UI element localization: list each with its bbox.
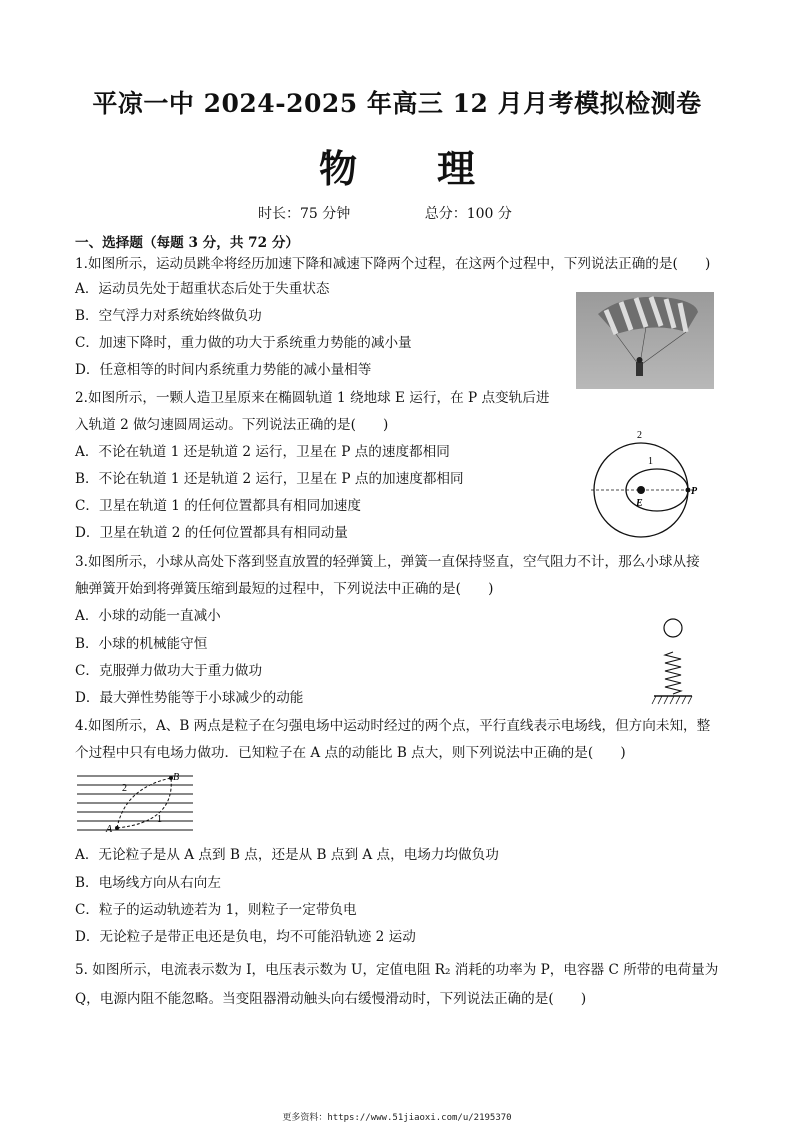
orbit-2-label: 2 — [637, 430, 642, 441]
q2-option-b: B．不论在轨道 1 还是轨道 2 运行，卫星在 P 点的加速度都相同 — [75, 471, 464, 487]
field-lines-diagram — [75, 770, 195, 836]
point-a — [115, 826, 119, 830]
q1-option-b: B．空气浮力对系统始终做负功 — [75, 308, 262, 324]
spring — [665, 652, 681, 694]
q5-stem-line2: Q，电源内阻不能忽略。当变阻器滑动触头向右缓慢滑动时，下列说法正确的是( ) — [75, 991, 587, 1007]
q1-option-c: C．加速下降时，重力做的功大于系统重力势能的减小量 — [75, 335, 412, 351]
q1-stem: 1.如图所示，运动员跳伞将经历加速下降和减速下降两个过程，在这两个过程中，下列说法正确的是( ) — [75, 256, 711, 272]
exam-meta — [258, 203, 512, 223]
point-p — [686, 488, 691, 493]
section-heading: 一、选择题（每题 3 分，共 72 分） — [75, 235, 300, 251]
q4-option-c: C．粒子的运动轨迹若为 1，则粒子一定带负电 — [75, 902, 357, 918]
ground-hatch — [652, 696, 692, 704]
q4-option-d: D．无论粒子是带正电还是负电，均不可能沿轨迹 2 运动 — [75, 929, 416, 945]
q2-option-a: A．不论在轨道 1 还是轨道 2 运行，卫星在 P 点的速度都相同 — [75, 444, 450, 460]
q3-option-a: A．小球的动能一直减小 — [75, 608, 221, 624]
earth-label: E — [636, 498, 643, 509]
q3-option-d: D．最大弹性势能等于小球减少的动能 — [75, 690, 304, 706]
subject-title: 物理 — [318, 146, 555, 191]
q4-option-a: A．无论粒子是从 A 点到 B 点，还是从 B 点到 A 点，电场力均做负功 — [75, 847, 499, 863]
field-lines — [77, 776, 193, 830]
q3-option-c: C．克服弹力做功大于重力做功 — [75, 663, 263, 679]
q4-stem-line1: 4.如图所示，A、B 两点是粒子在匀强电场中运动时经过的两个点，平行直线表示电场线，但方向未知，整 — [75, 718, 711, 734]
q1-option-d: D．任意相等的时间内系统重力势能的减小量相等 — [75, 362, 372, 378]
q1-option-a: A．运动员先处于超重状态后处于失重状态 — [75, 281, 330, 297]
q2-stem-line2: 入轨道 2 做匀速圆周运动。下列说法正确的是( ) — [75, 417, 389, 433]
q2-stem-line1: 2.如图所示，一颗人造卫星原来在椭圆轨道 1 绕地球 E 运行，在 P 点变轨后进 — [75, 390, 550, 406]
q4-option-b: B．电场线方向从右向左 — [75, 875, 221, 891]
a-label: A — [106, 824, 113, 835]
ball — [664, 619, 682, 637]
footer-link-text: 更多资料：https://www.51jiaoxi.com/u/2195370 — [282, 1113, 512, 1123]
q2-option-d: D．卫星在轨道 2 的任何位置都具有相同动量 — [75, 525, 348, 541]
exam-title: 平凉一中 2024-2025 年高三 12 月月考模拟检测卷 — [92, 89, 702, 118]
ball-spring-diagram — [648, 616, 698, 708]
orbit-diagram — [585, 428, 705, 546]
orbit-1-label: 1 — [648, 456, 653, 467]
total-score-label: 总分：100 分 — [424, 206, 512, 222]
q3-stem-line1: 3.如图所示，小球从高处下落到竖直放置的轻弹簧上，弹簧一直保持竖直，空气阻力不计，那么小球从接 — [75, 554, 700, 570]
parachute-photo — [576, 292, 714, 389]
duration-label: 时长：75 分钟 — [258, 206, 351, 222]
earth-dot — [637, 486, 645, 494]
p-label: P — [691, 486, 698, 497]
q2-option-c: C．卫星在轨道 1 的任何位置都具有相同加速度 — [75, 498, 361, 514]
b-label: B — [173, 772, 180, 783]
path-1-label: 1 — [157, 814, 162, 825]
q4-stem-line2: 个过程中只有电场力做功．已知粒子在 A 点的动能比 B 点大，则下列说法中正确的是( ) — [75, 745, 626, 761]
q3-option-b: B．小球的机械能守恒 — [75, 636, 208, 652]
q5-stem-line1: 5. 如图所示，电流表示数为 I，电压表示数为 U，定值电阻 R₂ 消耗的功率为 P，电容器 C 所带的电荷量为 — [75, 962, 719, 978]
path-2-label: 2 — [122, 783, 127, 794]
q3-stem-line2: 触弹簧开始到将弹簧压缩到最短的过程中，下列说法中正确的是( ) — [75, 581, 494, 597]
